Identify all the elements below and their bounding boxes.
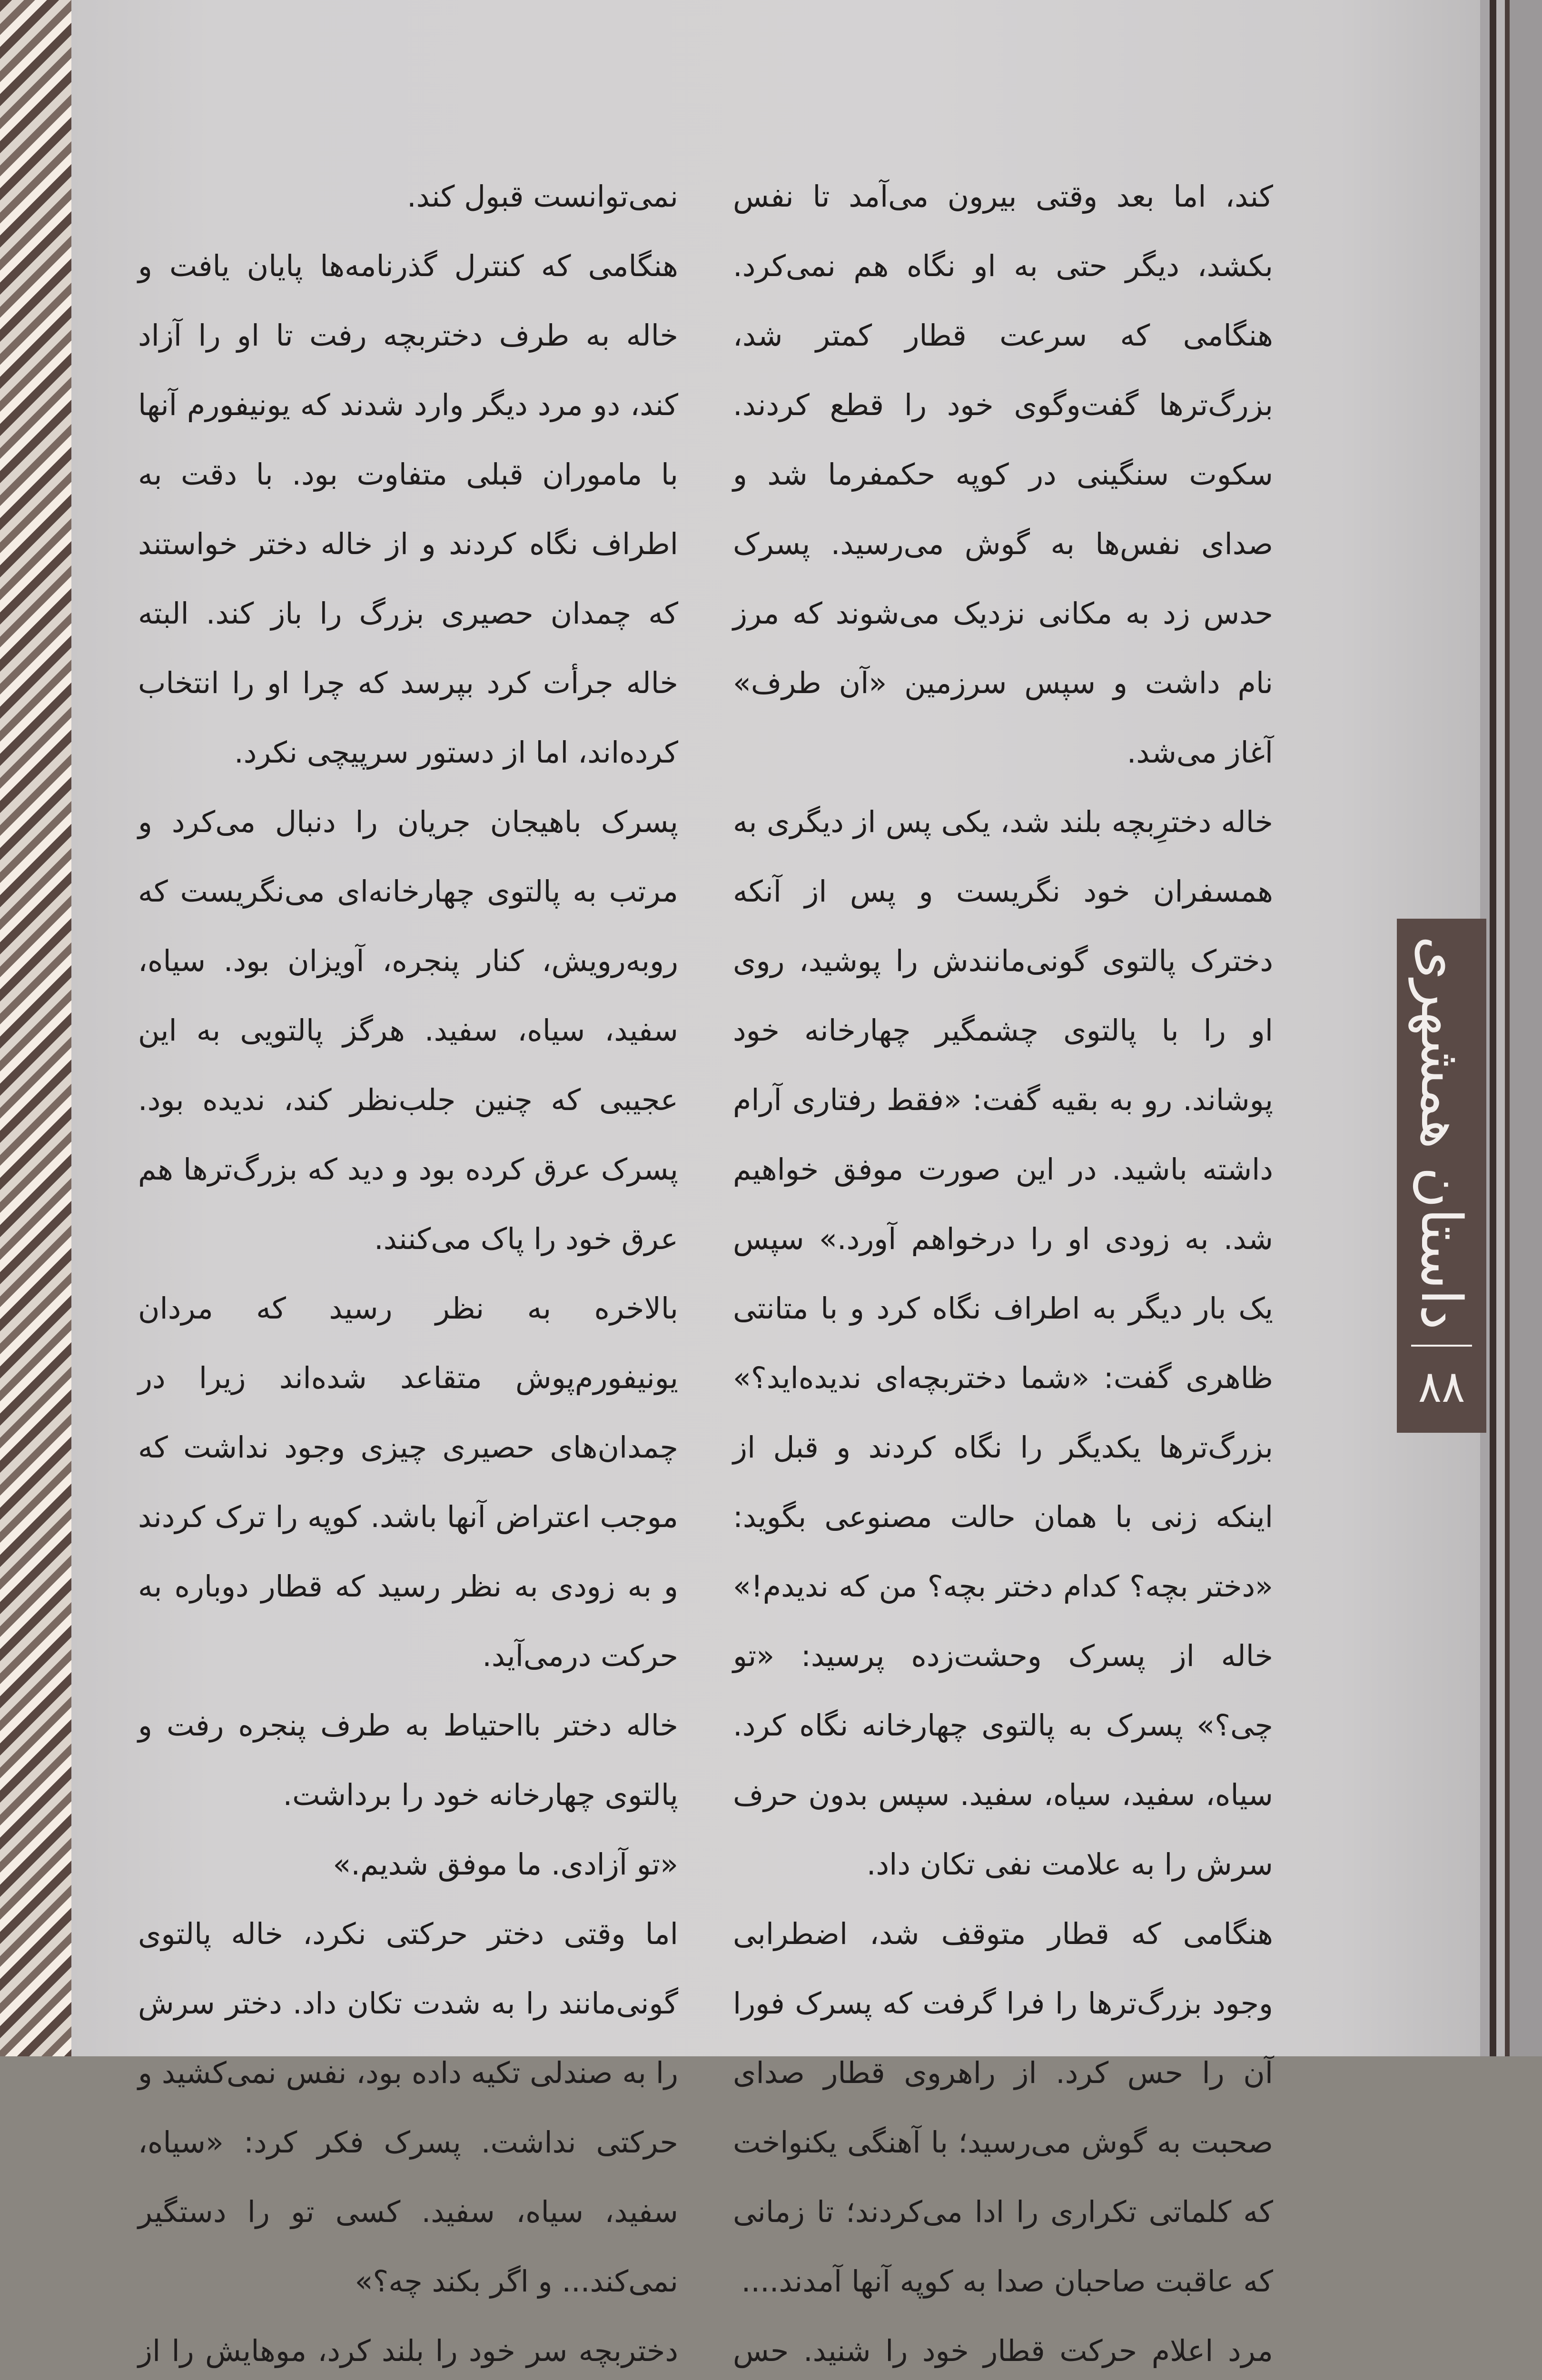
magazine-logo xyxy=(1397,938,1486,1328)
adjacent-page-ornament xyxy=(0,0,71,2056)
paragraph: مرد اعلام حرکت قطار خود را شنید. حس xyxy=(733,2333,1273,2368)
paragraph: خاله دخترِبچه بلند شد، یکی پس از دیگری به همسفران خود نگریست و پس از آنکه دخترک پالتوی گونی‌مانندش را پوشید، روی او را با پالتوی چشمگیر چهارخانه خود پوشاند. رو به بقیه گفت: «فقط رفتاری آرام داشته باشید. در این صورت موفق خواهیم شد. به زودی او را درخواهم آورد.» سپس یک بار دیگر به اطراف نگاه کرد و با متانتی ظاهری گفت: «شما دختربچه‌ای ندیده‌اید؟» بزرگ‌ترها یکدیگر را نگاه کردند و قبل از اینکه زنی با همان حالت مصنوعی بگوید: «دختر بچه؟ کدام دختر بچه؟ من که ندیدم!» خاله از پسرک وحشت‌زده پرسید: «تو چی؟» پسرک به پالتوی چهارخانه نگاه کرد. سیاه، سفید، سیاه، سفید. سپس بدون حرف سرش را به علامت نفی تکان داد. xyxy=(733,804,1273,1882)
paragraph: هنگامی که کنترل گذرنامه‌ها پایان یافت و خاله به طرف دختربچه رفت تا او را آزاد کند، دو مرد دیگر وارد شدند که یونیفورم آنها با ماموران قبلی متفاوت بود. با دقت به اطراف نگاه کردند و از خاله دختر خواستند که چمدان حصیری بزرگ را باز کند. البته خاله جرأت کرد بپرسد که چرا او را انتخاب کرده‌اند، اما از دستور سرپیچی نکرد. xyxy=(138,248,678,770)
magazine-logo-text: داستان همشهری xyxy=(1409,936,1474,1330)
paragraph: «تو آزادی. ما موفق شدیم.» xyxy=(333,1847,678,1882)
tab-divider xyxy=(1411,1345,1472,1347)
paragraph: نمی‌توانست قبول کند. xyxy=(406,179,678,214)
paragraph: هنگامی که قطار متوقف شد، اضطرابی وجود بزرگ‌ترها را فرا گرفت که پسرک فورا آن را حس کرد. از راهروی قطار صدای صحبت به گوش می‌رسید؛ با آهنگی یکنواخت که کلماتی تکراری را ادا می‌کردند؛ تا زمانی که عاقبت صاحبان صدا به کوپه آنها آمدند.... xyxy=(733,1916,1273,2299)
book-edge xyxy=(1480,0,1542,2056)
page-number: ۸۸ xyxy=(1418,1361,1465,1412)
paragraph: خاله دختر بااحتیاط به طرف پنجره رفت و پالتوی چهارخانه خود را برداشت. xyxy=(138,1708,678,1812)
text-column-right xyxy=(733,162,1273,2380)
section-tab xyxy=(1397,919,1486,1433)
text-column-left xyxy=(138,162,678,2380)
paragraph: بالاخره به نظر رسید که مردان یونیفورم‌پوش متقاعد شده‌اند زیرا در چمدان‌های حصیری چیزی وجود نداشت که موجب اعتراض آنها باشد. کوپه را ترک کردند و به زودی به نظر رسید که قطار دوباره به حرکت درمی‌آید. xyxy=(138,1291,678,1673)
paragraph: اما وقتی دختر حرکتی نکرد، خاله پالتوی گونی‌مانند را به شدت تکان داد. دختر سرش را به صندلی تکیه داده بود، نفس نمی‌کشید و حرکتی نداشت. پسرک فکر کرد: «سیاه، سفید، سیاه، سفید. کسی تو را دستگیر نمی‌کند... و اگر بکند چه؟» xyxy=(138,1916,678,2299)
paragraph: دختربچه سر خود را بلند کرد، موهایش را از xyxy=(138,2333,678,2368)
paragraph: کند، اما بعد وقتی بیرون می‌آمد تا نفس بکشد، دیگر حتی به او نگاه هم نمی‌کرد. هنگامی که سرعت قطار کمتر شد، بزرگ‌ترها گفت‌وگوی خود را قطع کردند. سکوت سنگینی در کوپه حکمفرما شد و صدای نفس‌ها به گوش می‌رسید. پسرک حدس زد به مکانی نزدیک می‌شوند که مرز نام داشت و سپس سرزمین «آن طرف» آغاز می‌شد. xyxy=(733,179,1273,770)
paragraph: پسرک باهیجان جریان را دنبال می‌کرد و مرتب به پالتوی چهارخانه‌ای می‌نگریست که روبه‌رویش، کنار پنجره، آویزان بود. سیاه، سفید، سیاه، سفید. هرگز پالتویی به این عجیبی که چنین جلب‌نظر کند، ندیده بود. پسرک عرق کرده بود و دید که بزرگ‌ترها هم عرق خود را پاک می‌کنند. xyxy=(138,804,678,1256)
